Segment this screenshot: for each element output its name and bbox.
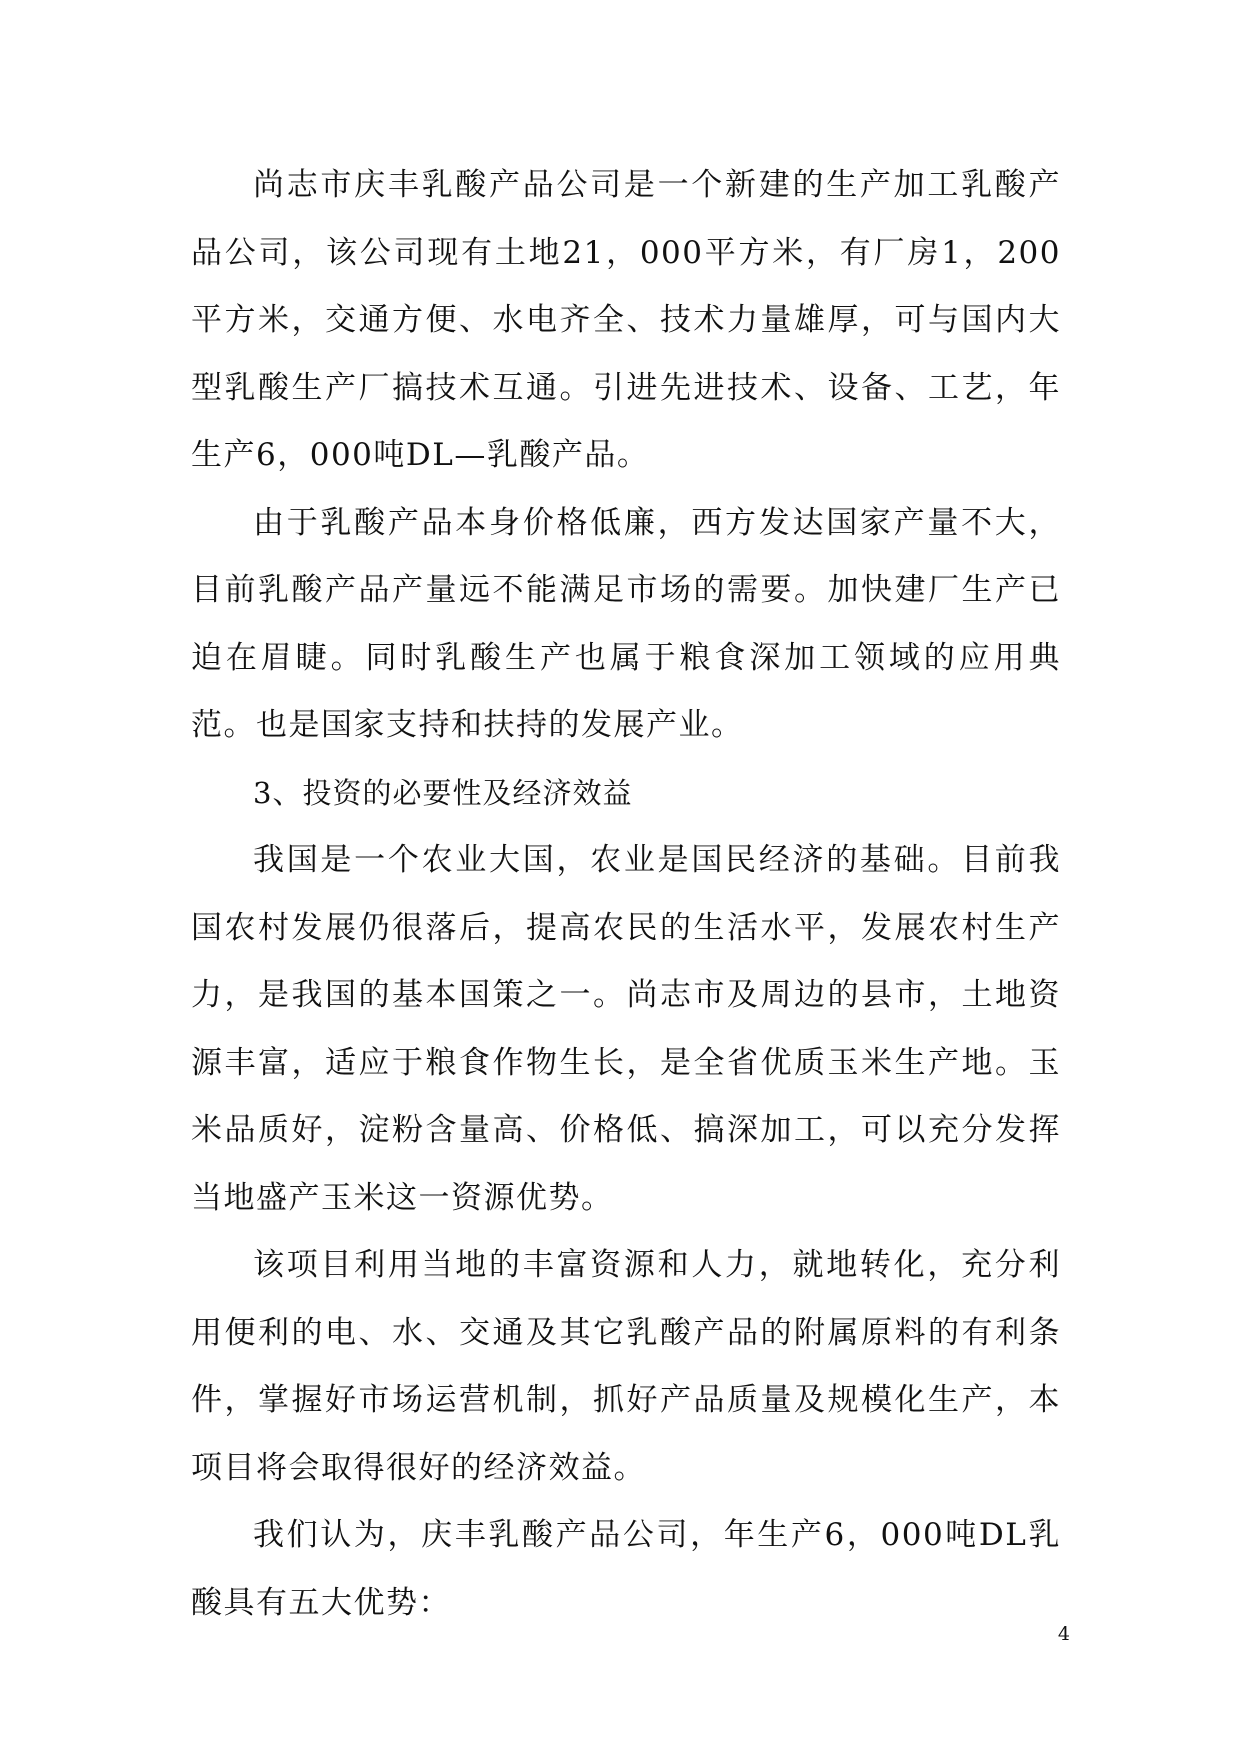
- paragraph-economic-benefit: 该项目利用当地的丰富资源和人力，就地转化，充分利用便利的电、水、交通及其它乳酸产品的附属原料的有利条件，掌握好市场运营机制，抓好产品质量及规模化生产，本项目将会取得很好的经济效益。: [191, 1247, 1061, 1486]
- paragraph-company-intro: 尚志市庆丰乳酸产品公司是一个新建的生产加工乳酸产品公司，该公司现有土地21，000平方米，有厂房1，200平方米，交通方便、水电齐全、技术力量雄厚，可与国内大型乳酸生产厂搞技术互通。引进先进技术、设备、工艺，年生产6，000吨DL—乳酸产品。: [191, 167, 1061, 473]
- section-heading-investment: 3、投资的必要性及经济效益: [253, 775, 633, 810]
- page-number: 4: [1057, 1623, 1070, 1645]
- paragraph-agriculture-basis: 我国是一个农业大国，农业是国民经济的基础。目前我国农村发展仍很落后，提高农民的生活水平，发展农村生产力，是我国的基本国策之一。尚志市及周边的县市，土地资源丰富，适应于粮食作物生长，是全省优质玉米生产地。玉米品质好，淀粉含量高、价格低、搞深加工，可以充分发挥当地盛产玉米这一资源优势。: [191, 842, 1061, 1216]
- paragraph-advantages-intro: 我们认为，庆丰乳酸产品公司，年生产6，000吨DL乳酸具有五大优势：: [191, 1517, 1061, 1621]
- paragraph-market-demand: 由于乳酸产品本身价格低廉，西方发达国家产量不大，目前乳酸产品产量远不能满足市场的需要。加快建厂生产已迫在眉睫。同时乳酸生产也属于粮食深加工领域的应用典范。也是国家支持和扶持的发展产业。: [191, 504, 1061, 743]
- page-body: [191, 152, 1061, 1637]
